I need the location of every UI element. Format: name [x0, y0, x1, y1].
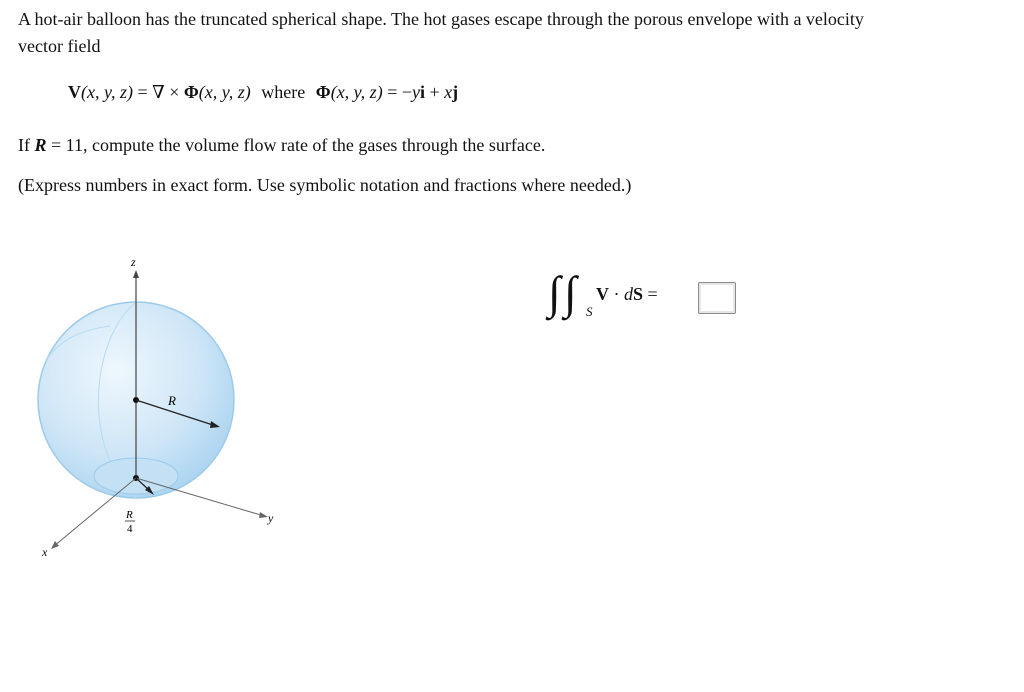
question-text — [18, 132, 545, 158]
integral-expression — [596, 284, 658, 305]
formula-args1: (x, y, z) — [81, 82, 133, 102]
formula-j: j — [452, 82, 459, 102]
formula-phi: Φ — [183, 82, 199, 102]
integrand-dot: · — [609, 284, 624, 304]
integral-sign-1: ∫ — [548, 267, 561, 318]
formula-args3: (x, y, z) — [330, 82, 383, 102]
y-axis — [136, 478, 264, 516]
formula-where: where — [261, 82, 306, 102]
intro-line-2: vector field — [18, 36, 101, 56]
instruction-text: (Express numbers in exact form. Use symbolic notation and fractions where needed.) — [18, 175, 632, 195]
velocity-field-formula — [68, 82, 458, 103]
integral-subscript: S — [586, 304, 593, 319]
integral-sign-2: ∫ — [564, 267, 577, 318]
integrand-equals: = — [643, 284, 658, 304]
integrand-V: V — [596, 284, 609, 304]
y-axis-arrow — [259, 512, 268, 518]
formula-eq2: = − — [382, 82, 412, 102]
integrand-S: S — [633, 284, 644, 304]
answer-input[interactable] — [698, 282, 736, 314]
R4-numerator: R — [126, 509, 133, 521]
formula-y: y — [412, 82, 420, 102]
z-label: z — [131, 255, 136, 269]
formula-x: x — [444, 82, 453, 102]
integrand-d: d — [624, 284, 633, 304]
formula-eq: = ∇ × — [132, 82, 184, 102]
question-prefix: If — [18, 135, 35, 155]
question-R: R — [34, 135, 47, 155]
formula-i: i — [420, 82, 426, 102]
answer-area — [548, 267, 748, 330]
x-label: x — [42, 545, 48, 559]
formula-phi2: Φ — [315, 82, 331, 102]
R4-denominator: 4 — [127, 523, 133, 535]
R-label: R — [168, 393, 176, 408]
formula-args2: (x, y, z) — [198, 82, 251, 102]
question-rest: = 11, compute the volume flow rate of the gases through the surface. — [46, 135, 546, 155]
formula-V: V — [68, 82, 81, 102]
formula-plus: + — [425, 82, 445, 102]
y-label: y — [268, 511, 274, 525]
balloon-figure — [20, 250, 310, 570]
balloon-diagram — [20, 250, 310, 570]
z-axis-arrow — [133, 270, 139, 278]
intro-line-1: A hot-air balloon has the truncated spherical shape. The hot gases escape through the porous envelope with a velocity — [18, 9, 864, 29]
